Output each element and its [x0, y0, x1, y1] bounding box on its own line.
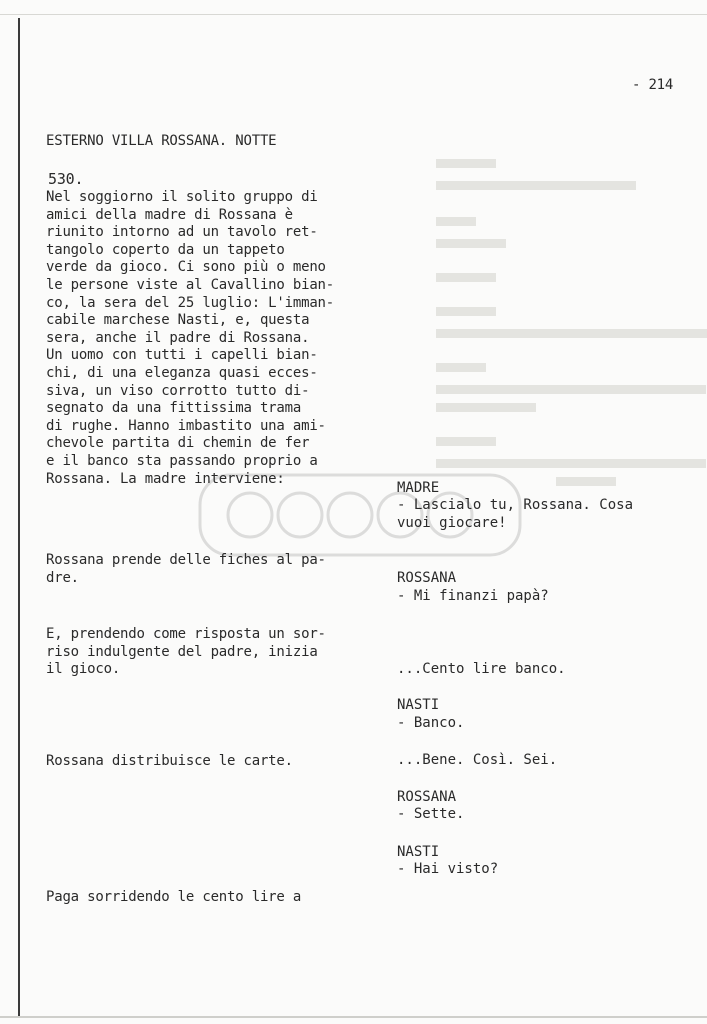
page-bottom-edge — [0, 1016, 707, 1018]
dialogue-line: - Sette. — [397, 806, 465, 822]
dialogue-speaker: ROSSANA — [397, 789, 457, 805]
page-top-edge — [0, 14, 707, 15]
bleed-through-shadow — [405, 140, 695, 470]
scene-number: 530. — [48, 170, 84, 188]
dialogue-speaker: NASTI — [397, 697, 440, 713]
dialogue-line: ...Cento lire banco. — [397, 661, 566, 677]
action-paragraph-5: Paga sorridendo le cento lire a — [46, 889, 302, 905]
dialogue-line: ...Bene. Così. Sei. — [397, 752, 558, 768]
dialogue-speaker: ROSSANA — [397, 570, 457, 586]
dialogue-line: - Lascialo tu, Rossana. Cosa vuoi giocare! — [397, 497, 634, 531]
page-left-edge-line — [18, 18, 20, 1018]
action-paragraph-4: Rossana distribuisce le carte. — [46, 753, 293, 769]
bleed-through-marks — [436, 157, 707, 487]
page-number: - 214 — [632, 77, 674, 93]
action-paragraph-1: Nel soggiorno il solito gruppo di amici della madre di Rossana è riunito intorno ad un tavolo ret- tangolo coperto da un tappeto verde da gioco. Ci sono più o meno le persone viste al Cavallino bian- co, la sera del 25 luglio: L'imman- cabile marchese Nasti, e, questa sera, anche il padre di Rossana. Un uomo con tutti i capelli bian- chi, di una eleganza quasi ecces- siva, un viso corrotto tutto di- segnato da una fittissima trama di rughe. Hanno imbastito una ami- chevole partita di chemin de fer e il banco sta passando proprio a Rossana. La madre interviene: — [46, 189, 335, 487]
dialogue-line: - Mi finanzi papà? — [397, 588, 549, 604]
dialogue-speaker: NASTI — [397, 844, 440, 860]
action-paragraph-3: E, prendendo come risposta un sor- riso indulgente del padre, inizia il gioco. — [46, 626, 326, 678]
dialogue-speaker: MADRE — [397, 480, 440, 496]
scene-heading: ESTERNO VILLA ROSSANA. NOTTE — [46, 133, 277, 149]
dialogue-line: - Banco. — [397, 715, 465, 731]
action-paragraph-2: Rossana prende delle fiches al pa- dre. — [46, 552, 326, 586]
dialogue-line: - Hai visto? — [397, 861, 499, 877]
